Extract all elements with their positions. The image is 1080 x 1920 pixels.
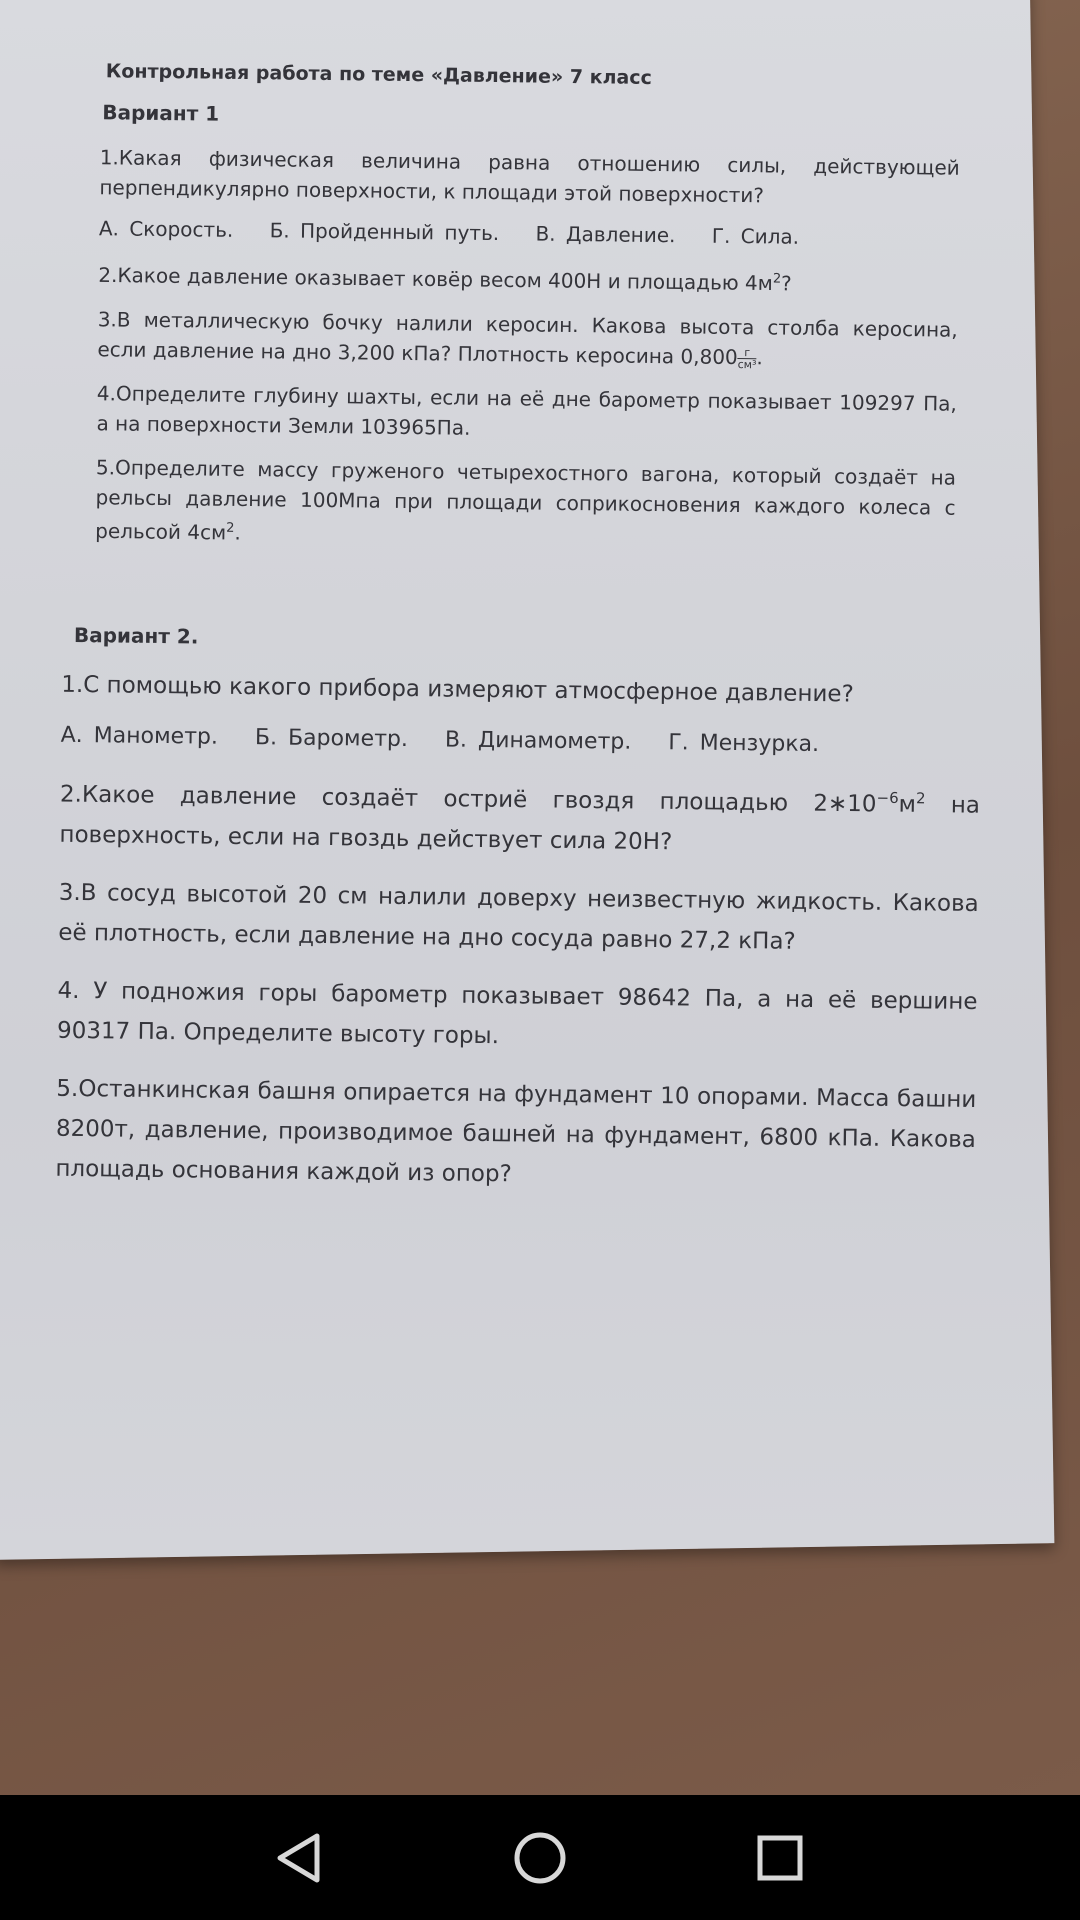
variant-1-question-1-options bbox=[99, 216, 959, 251]
variant-1-heading: Вариант 1 bbox=[102, 100, 220, 126]
option-a: А. Скорость. bbox=[98, 216, 234, 242]
density-unit-fraction: $\frac{г}{\text{см³}}$ bbox=[737, 345, 757, 371]
variant-2-question-4: 4. У подножия горы барометр показывает 98642 Па, а на её вершине 90317 Па. Определите высоту горы. bbox=[56, 977, 978, 1050]
variant-2-question-1: 1.С помощью какого прибора измеряют атмосферное давление? bbox=[61, 672, 854, 708]
navigation-bar bbox=[0, 1795, 1080, 1920]
recent-apps-button[interactable] bbox=[740, 1825, 820, 1891]
square-recent-icon bbox=[756, 1834, 804, 1882]
variant-1-question-2: 2.Какое давление оказывает ковёр весом 400Н и площадью $4м^2$? bbox=[98, 262, 792, 296]
variant-2-heading: Вариант 2. bbox=[73, 623, 199, 649]
variant-2-question-2: 2.Какое давление создаёт остриё гвоздя площадью $2∗10^{-6}м^2$ на поверхность, если на гвоздь действует сила 20Н? bbox=[59, 781, 981, 856]
variant-2-question-3: 3.В сосуд высотой 20 см налили доверху неизвестную жидкость. Какова её плотность, если давление на дно сосуда равно 27,2 кПа? bbox=[58, 879, 979, 955]
variant-2-question-1-options bbox=[61, 723, 981, 759]
option-b: Б. Пройденный путь. bbox=[269, 218, 500, 246]
worksheet-title: Контрольная работа по теме «Давление» 7 класс bbox=[105, 60, 652, 89]
variant-1-question-4: 4.Определите глубину шахты, если на её дне барометр показывает 109297 Па, а на поверхности Земли 103965Па. bbox=[96, 380, 957, 440]
option-d: Г. Мензурка. bbox=[668, 730, 820, 758]
option-d: Г. Сила. bbox=[711, 223, 800, 249]
option-a: А. Манометр. bbox=[60, 723, 219, 751]
triangle-back-icon bbox=[275, 1832, 323, 1884]
worksheet bbox=[55, 60, 981, 1218]
variant-2-question-5: 5.Останкинская башня опирается на фундамент 10 опорами. Масса башни 8200т, давление, производимое башней на фундамент, 6800 кПа. Какова площадь основания каждой из опор? bbox=[55, 1075, 977, 1188]
option-b: Б. Барометр. bbox=[254, 725, 409, 753]
variant-1-question-5: 5.Определите массу груженого четырехостного вагона, который создаёт на рельсы давление 100Мпа при площади соприкосновения каждого колеса с рельсой $4см^2$. bbox=[95, 454, 957, 545]
variant-2-block bbox=[55, 623, 982, 1200]
circle-home-icon bbox=[513, 1831, 567, 1885]
variant-1-question-3: 3.В металлическую бочку налили керосин. Какова высота столба керосина, если давление на дно 3,200 кПа? Плотность керосина 0,800 $\frac{г}{\text{см³}}$ . bbox=[97, 306, 958, 371]
variant-1-question-1: 1.Какая физическая величина равна отношению силы, действующей перпендикулярно поверхности, к площади этой поверхности? bbox=[99, 145, 960, 208]
home-button[interactable] bbox=[500, 1825, 580, 1891]
option-c: В. Динамометр. bbox=[444, 727, 632, 756]
option-c: В. Давление. bbox=[535, 221, 676, 248]
back-button[interactable] bbox=[259, 1825, 339, 1891]
